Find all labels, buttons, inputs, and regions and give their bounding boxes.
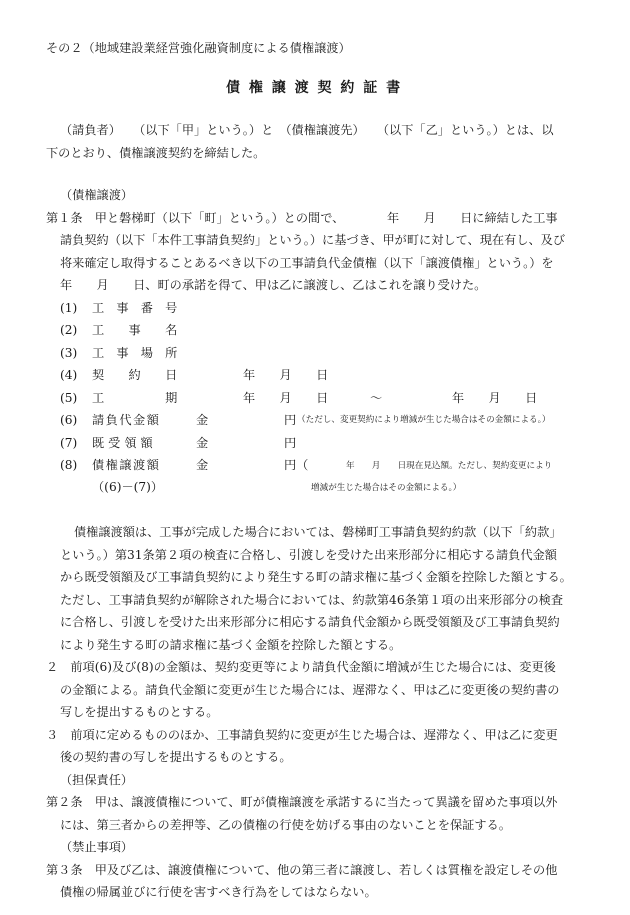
- paragraph-line: に合格し、引渡しを受けた出来形部分に相応する請負代金額から既受領額及び工事請負契約: [60, 615, 560, 629]
- paragraph-line: ただし、工事請負契約が解除された場合においては、約款第46条第１項の出来形部分の検査: [60, 593, 564, 607]
- amount-unit: 円: [284, 436, 297, 450]
- item-number: (3): [60, 346, 78, 360]
- paragraph-line: により発生する町の請求権に基づく金額を控除した額とする。: [60, 638, 402, 652]
- item-number: (1): [60, 301, 78, 315]
- article-line: 第３条 甲及び乙は、譲渡債権について、他の第三者に譲渡し、若しくは質権を設定しその他: [46, 863, 558, 877]
- paragraph-line: から既受領額及び工事請負契約により発生する町の請求権に基づく金額を控除した額とする。: [60, 570, 572, 584]
- paragraph-line: 写しを提出するものとする。: [60, 705, 219, 719]
- paragraph-line: 後の契約書の写しを提出するものとする。: [60, 750, 292, 764]
- period-separator: ～: [370, 391, 383, 405]
- item-number: (6): [60, 413, 78, 427]
- amount-note: 年 月 日現在見込額。ただし、契約変更により: [346, 461, 553, 471]
- article-line: には、第三者からの差押等、乙の債権の行使を妨げる事由のないことを保証する。: [60, 818, 511, 832]
- article-line: 請負契約（以下「本件工事請負契約」という。）に基づき、甲が町に対して、現在有し、及び: [60, 233, 566, 247]
- amount-prefix: 金: [196, 413, 209, 427]
- item-label: 工 事 場 所: [92, 346, 178, 360]
- contract-date-value: 年 月 日: [243, 368, 329, 382]
- article-heading: （担保責任）: [60, 773, 134, 787]
- amount-prefix: 金: [196, 458, 209, 472]
- item-label: 債権譲渡額: [92, 458, 161, 472]
- period-to: 年 月 日: [452, 391, 538, 405]
- amount-note: （ただし、変更契約により増減が生じた場合はその金額による。）: [297, 415, 551, 425]
- paragraph-line: ２ 前項(6)及び(8)の金額は、契約変更等により請負代金額に増減が生じた場合には、変更後: [46, 660, 556, 674]
- item-number: (8): [60, 458, 78, 472]
- item-label: 工 期: [92, 391, 178, 405]
- amount-unit: 円: [284, 413, 297, 427]
- article-line: 債権の帰属並びに行使を害すべき行為をしてはならない。: [60, 885, 377, 899]
- item-label: 契 約 日: [92, 368, 178, 382]
- article-heading: （債権譲渡）: [60, 188, 134, 202]
- article-line: 年 月 日、町の承諾を得て、甲は乙に譲渡し、乙はこれを譲り受けた。: [60, 278, 487, 292]
- item-label: 工 事 番 号: [92, 301, 178, 315]
- article-heading: （禁止事項）: [60, 840, 134, 854]
- item-number: (2): [60, 323, 78, 337]
- paragraph-line: ３ 前項に定めるもののほか、工事請負契約に変更が生じた場合は、遅滞なく、甲は乙に変更: [46, 728, 558, 742]
- document-header: その２（地域建設業経営強化融資制度による債権譲渡）: [46, 41, 351, 55]
- amount-unit: 円（: [284, 458, 309, 472]
- intro-line: （請負者） （以下「甲」という。）と （債権譲渡先） （以下「乙」という。）とは、以: [60, 123, 554, 137]
- period-from: 年 月 日: [243, 391, 329, 405]
- paragraph-line: 債権譲渡額は、工事が完成した場合においては、磐梯町工事請負契約約款（以下「約款」: [74, 525, 562, 539]
- intro-line: 下のとおり、債権譲渡契約を締結した。: [46, 146, 266, 160]
- item-label: 請負代金額: [92, 413, 161, 427]
- item-label: 工 事 名: [92, 323, 178, 337]
- amount-note: 増減が生じた場合はその金額による。）: [311, 483, 462, 493]
- item-number: (5): [60, 391, 78, 405]
- article-line: 将来確定し取得することあるべき以下の工事請負代金債権（以下「譲渡債権」という。）を: [60, 256, 554, 270]
- paragraph-line: の金額による。請負代金額に変更が生じた場合には、遅滞なく、甲は乙に変更後の契約書の: [60, 683, 560, 697]
- article-line: 第１条 甲と磐梯町（以下「町」という。）との間で、 年 月 日に締結した工事: [46, 211, 558, 225]
- amount-formula: （(6)－(7)）: [92, 480, 164, 494]
- item-number: (7): [60, 436, 78, 450]
- document-title: 債 権 譲 渡 契 約 証 書: [226, 80, 403, 96]
- item-number: (4): [60, 368, 78, 382]
- article-line: 第２条 甲は、譲渡債権について、町が債権譲渡を承諾するに当たって異議を留めた事項以外: [46, 795, 558, 809]
- item-label: 既受領額: [92, 436, 157, 450]
- amount-prefix: 金: [196, 436, 209, 450]
- paragraph-line: という。）第31条第２項の検査に合格し、引渡しを受けた出来形部分に相応する請負代金額: [60, 548, 557, 562]
